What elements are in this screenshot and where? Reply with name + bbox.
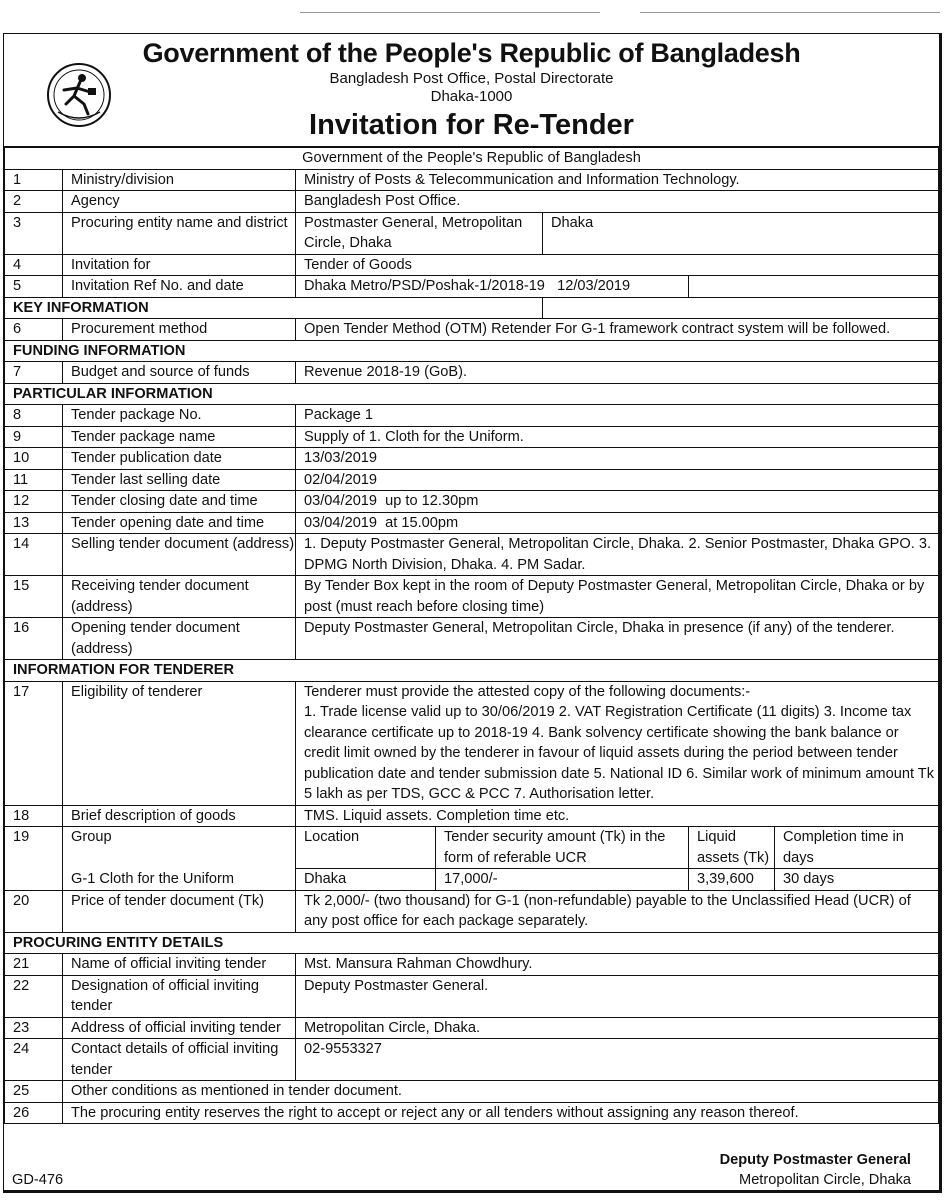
section-title: PROCURING ENTITY DETAILS — [5, 932, 939, 954]
table-row — [5, 805, 939, 827]
row-number: 23 — [5, 1017, 63, 1039]
row-value: Postmaster General, Metropolitan Circle, Dhaka — [296, 212, 543, 254]
row-label: Contact details of official inviting tender — [63, 1039, 296, 1081]
row-label: Agency — [63, 191, 296, 213]
row-label: Price of tender document (Tk) — [63, 890, 296, 932]
signature-place: Metropolitan Circle, Dhaka — [739, 1172, 911, 1188]
row-number: 18 — [5, 805, 63, 827]
row-label: Tender package name — [63, 426, 296, 448]
group-security: 17,000/- — [436, 869, 689, 891]
row-value: 03/04/2019 at 15.00pm — [296, 512, 939, 534]
section-header — [5, 660, 939, 682]
row-value: By Tender Box kept in the room of Deputy Postmaster General, Metropolitan Circle, Dhaka or by post (must reach before closing time) — [296, 576, 939, 618]
group-completion: 30 days — [775, 869, 939, 891]
row-label: Opening tender document (address) — [63, 618, 296, 660]
row-number: 16 — [5, 618, 63, 660]
table-row — [5, 618, 939, 660]
row-number: 15 — [5, 576, 63, 618]
row-number: 2 — [5, 191, 63, 213]
table-row — [5, 191, 939, 213]
row-value: Supply of 1. Cloth for the Uniform. — [296, 426, 939, 448]
section-title: PARTICULAR INFORMATION — [5, 383, 939, 405]
row-value: Bangladesh Post Office. — [296, 191, 939, 213]
row-label: Eligibility of tenderer — [63, 681, 296, 805]
table-row — [5, 576, 939, 618]
page-title: Invitation for Re-Tender — [309, 109, 634, 141]
row-value — [296, 681, 939, 805]
notice-code: GD-476 — [12, 1172, 64, 1188]
notice-header — [4, 34, 939, 147]
row-label: Budget and source of funds — [63, 362, 296, 384]
table-row — [5, 148, 939, 170]
row-value: 02/04/2019 — [296, 469, 939, 491]
tender-notice — [3, 33, 942, 1193]
signature-title: Deputy Postmaster General — [719, 1152, 911, 1168]
table-row — [5, 169, 939, 191]
row-label: Tender last selling date — [63, 469, 296, 491]
tender-table — [4, 147, 939, 1124]
row-value: Package 1 — [296, 405, 939, 427]
row-label: Designation of official inviting tender — [63, 975, 296, 1017]
row-number: 4 — [5, 254, 63, 276]
row-label: Selling tender document (address) — [63, 534, 296, 576]
row-number: 6 — [5, 319, 63, 341]
group-location: Dhaka — [296, 869, 436, 891]
table-row — [5, 469, 939, 491]
notice-title: Government of the People's Republic of Bangladesh — [142, 38, 801, 68]
table-row — [5, 954, 939, 976]
row-number: 8 — [5, 405, 63, 427]
row-label: Tender publication date — [63, 448, 296, 470]
table-row — [5, 512, 939, 534]
table-row — [5, 254, 939, 276]
row-number: 20 — [5, 890, 63, 932]
empty-cell — [543, 297, 939, 319]
table-row — [5, 869, 939, 891]
row-number: 13 — [5, 512, 63, 534]
row-label: Tender closing date and time — [63, 491, 296, 513]
row-value: Metropolitan Circle, Dhaka. — [296, 1017, 939, 1039]
section-header — [5, 383, 939, 405]
group-header-completion: Completion time in days — [775, 827, 939, 869]
row-number: 5 — [5, 276, 63, 298]
group-header-location: Location — [296, 827, 436, 869]
group-liquid: 3,39,600 — [689, 869, 775, 891]
notice-subline: Bangladesh Post Office, Postal Directorate — [329, 70, 614, 87]
table-row — [5, 827, 939, 869]
section-header — [5, 297, 939, 319]
empty-cell — [689, 276, 939, 298]
row-value: Other conditions as mentioned in tender document. — [63, 1081, 939, 1103]
table-row — [5, 362, 939, 384]
row-number: 21 — [5, 954, 63, 976]
row-number: 17 — [5, 681, 63, 805]
row-number: 3 — [5, 212, 63, 254]
row-label: Receiving tender document (address) — [63, 576, 296, 618]
row-value: Mst. Mansura Rahman Chowdhury. — [296, 954, 939, 976]
row-number: 12 — [5, 491, 63, 513]
row-number: 7 — [5, 362, 63, 384]
row-label: Brief description of goods — [63, 805, 296, 827]
subtitle: Government of the People's Republic of Bangladesh — [5, 148, 939, 170]
table-row — [5, 1102, 939, 1124]
row-number: 25 — [5, 1081, 63, 1103]
table-row — [5, 405, 939, 427]
row-value: Deputy Postmaster General. — [296, 975, 939, 1017]
row-number: 11 — [5, 469, 63, 491]
row-value: Ministry of Posts & Telecommunication and Information Technology. — [296, 169, 939, 191]
table-row — [5, 276, 939, 298]
table-row — [5, 890, 939, 932]
table-row — [5, 1017, 939, 1039]
group-header-security: Tender security amount (Tk) in the form of referable UCR — [436, 827, 689, 869]
row-label: Name of official inviting tender — [63, 954, 296, 976]
group-name: G-1 Cloth for the Uniform — [63, 869, 296, 891]
row-label: Ministry/division — [63, 169, 296, 191]
table-row — [5, 975, 939, 1017]
row-label: Invitation Ref No. and date — [63, 276, 296, 298]
row-number: 22 — [5, 975, 63, 1017]
row-number: 10 — [5, 448, 63, 470]
district-value: Dhaka — [543, 212, 939, 254]
table-row — [5, 491, 939, 513]
row-value: The procuring entity reserves the right to accept or reject any or all tenders without assigning any reason thereof. — [63, 1102, 939, 1124]
row-number: 1 — [5, 169, 63, 191]
section-title: FUNDING INFORMATION — [5, 340, 939, 362]
top-rule-left — [300, 12, 600, 13]
row-label: Invitation for — [63, 254, 296, 276]
notice-footer — [4, 1150, 939, 1190]
top-rule-right — [640, 12, 940, 13]
row-value: 1. Deputy Postmaster General, Metropolitan Circle, Dhaka. 2. Senior Postmaster, Dhaka GPO. 3. DPMG North Division, Dhaka. 4. PM Sadar. — [296, 534, 939, 576]
section-title: INFORMATION FOR TENDERER — [5, 660, 939, 682]
table-row — [5, 534, 939, 576]
row-value: Open Tender Method (OTM) Retender For G-1 framework contract system will be followed. — [296, 319, 939, 341]
section-title: KEY INFORMATION — [5, 297, 543, 319]
table-row — [5, 1081, 939, 1103]
row-value: Deputy Postmaster General, Metropolitan Circle, Dhaka in presence (if any) of the tenderer. — [296, 618, 939, 660]
table-row — [5, 448, 939, 470]
eligibility-list: 1. Trade license valid up to 30/06/2019 2. VAT Registration Certificate (11 digits) 3. Income tax clearance certificate up to 2018-19 4. Bank solvency certificate showing the bank balance or credit limit owned by the tenderer in favour of liquid assets during the period between tender publication date and tender submission date 5. National ID 6. Similar work of minimum amount Tk 5 lakh as per TDS, GCC & PCC 7. Authorisation letter. — [304, 704, 934, 802]
row-number: 24 — [5, 1039, 63, 1081]
row-label: Tender package No. — [63, 405, 296, 427]
eligibility-intro: Tenderer must provide the attested copy of the following documents:- — [304, 683, 751, 700]
table-row — [5, 681, 939, 805]
row-label: Address of official inviting tender — [63, 1017, 296, 1039]
section-header — [5, 932, 939, 954]
row-label: Procuring entity name and district — [63, 212, 296, 254]
row-label: Group — [63, 827, 296, 869]
table-row — [5, 1039, 939, 1081]
row-label: Tender opening date and time — [63, 512, 296, 534]
row-value: Dhaka Metro/PSD/Poshak-1/2018-19 12/03/2019 — [296, 276, 689, 298]
row-number: 26 — [5, 1102, 63, 1124]
row-value: 02-9553327 — [296, 1039, 939, 1081]
row-number: 14 — [5, 534, 63, 576]
row-value: TMS. Liquid assets. Completion time etc. — [296, 805, 939, 827]
row-value: Tender of Goods — [296, 254, 939, 276]
postal-seal-icon — [44, 60, 114, 130]
notice-city: Dhaka-1000 — [430, 88, 513, 105]
row-value: 13/03/2019 — [296, 448, 939, 470]
row-number: 19 — [5, 827, 63, 891]
table-row — [5, 426, 939, 448]
section-header — [5, 340, 939, 362]
row-value: Tk 2,000/- (two thousand) for G-1 (non-refundable) payable to the Unclassified Head (UCR) of any post office for each package separately. — [296, 890, 939, 932]
row-value: 03/04/2019 up to 12.30pm — [296, 491, 939, 513]
table-row — [5, 212, 939, 254]
row-label: Procurement method — [63, 319, 296, 341]
row-value: Revenue 2018-19 (GoB). — [296, 362, 939, 384]
table-row — [5, 319, 939, 341]
row-number: 9 — [5, 426, 63, 448]
group-header-liquid: Liquid assets (Tk) — [689, 827, 775, 869]
signature-block — [720, 1150, 911, 1190]
